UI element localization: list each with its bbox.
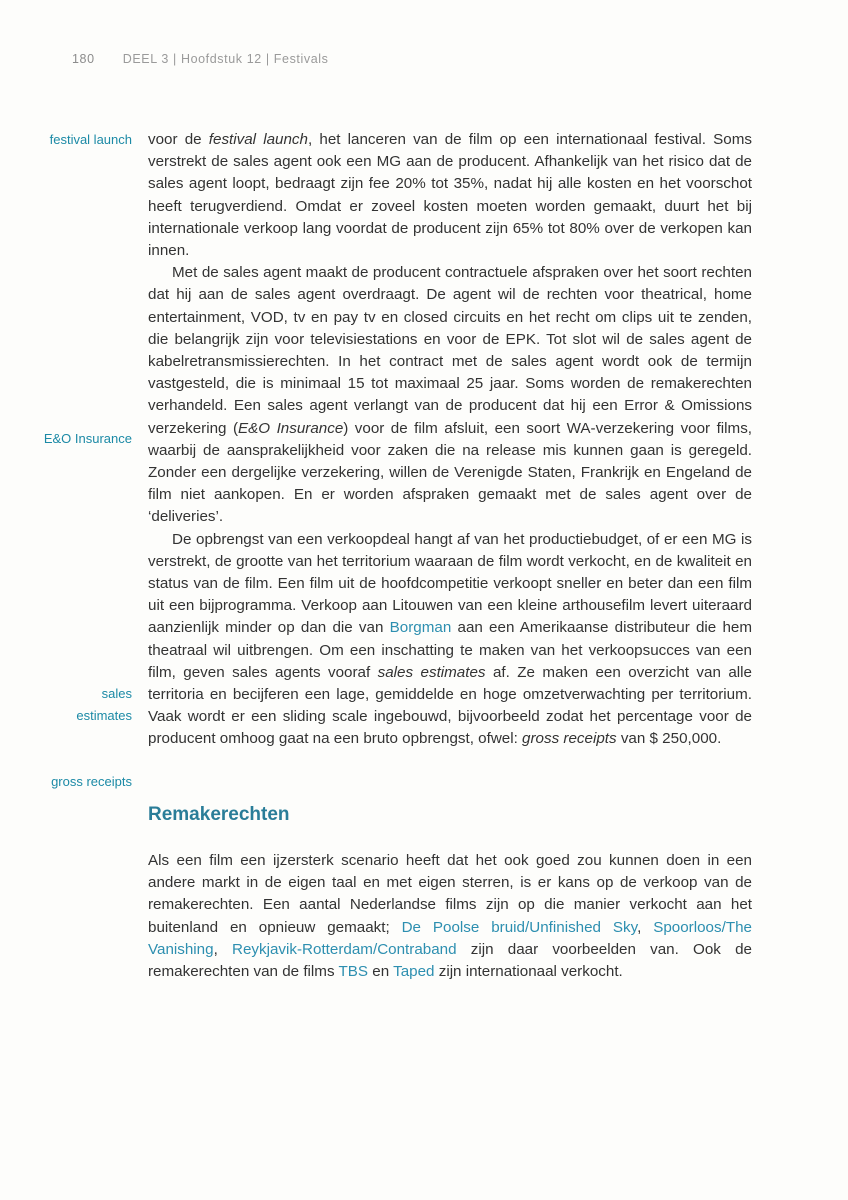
- page-number: 180: [72, 52, 95, 66]
- term-festival-launch: festival launch: [208, 131, 308, 148]
- breadcrumb: DEEL 3 | Hoofdstuk 12 | Festivals: [122, 52, 329, 66]
- term-sales-estimates: sales estimates: [377, 663, 486, 681]
- paragraph-1: voor de festival launch, het lanceren van de film op een internationaal festival. Soms verstrekt de sales agent ook een MG aan de producent. Afhankelijk van het risico dat de sales agent loopt, bedraagt zijn fee 20% tot 35%, nadat hij alle kosten en het voorschot heeft terugverdiend. Omdat er zoveel kosten moeten worden gemaakt, duurt het bij internationale verkoop lang voordat de producent zijn 65% tot 80% over de verkopen kan innen.: [148, 131, 752, 260]
- paragraph-3: De opbrengst van een verkoopdeal hangt af van het productiebudget, of er een MG is verstrekt, de grootte van het territorium waaraan de film wordt verkocht, en de kwaliteit en status van de film. Een film uit de hoofdcompetitie verkoopt sneller en beter dan een film uit een bijprogramma. Verkoop aan Litouwen van een kleine arthousefilm levert uiteraard aanzienlijk minder op dan die van Borgman aan een Amerikaanse distributeur die hem theatraal wil uitbrengen. Om een inschatting te maken van het verkoopsucces van een film, geven sales agents vooraf sales estimates af. Ze maken een overzicht van alle territoria en becijferen een lage, gemiddelde en hoge omzetverwachting per territorium. Vaak wordt er een sliding scale ingebouwd, bijvoorbeeld zodat het percentage voor de producent omhoog gaat na een bruto opbrengst, ofwel: gross receipts van $ 250,000.: [148, 530, 752, 748]
- margin-note-sales-estimates-2: estimates: [76, 708, 132, 723]
- term-gross-receipts: gross receipts: [522, 730, 617, 748]
- body-text-main: [148, 129, 752, 751]
- link-the-vanishing[interactable]: The Vanishing: [148, 918, 752, 958]
- link-borgman[interactable]: Borgman: [389, 619, 452, 637]
- paragraph-4: Als een film een ijzersterk scenario heeft dat het ook goed zou kunnen doen in een andere markt in de eigen taal en met eigen sterren, is er kans op de verkoop van de remakerechten. Een aantal Nederlandse films zijn op die manier verkocht aan het buitenland en opnieuw gemaakt; De Poolse bruid/Unfinished Sky, Spoorloos/The Vanishing, Reykjavik-Rotterdam/Contraband zijn daar voorbeelden van. Ook de remakerechten van de films TBS en Taped zijn internationaal verkocht.: [148, 852, 752, 981]
- link-de-poolse-bruid[interactable]: De Poolse bruid: [401, 918, 525, 936]
- margin-note-festival-launch: festival launch: [49, 132, 132, 147]
- link-reykjavik-rotterdam[interactable]: Reykjavik-Rotterdam: [232, 940, 373, 958]
- term-eo-insurance: E&O Insurance: [238, 419, 344, 437]
- margin-note-sales-estimates-1: sales: [101, 686, 132, 701]
- link-spoorloos[interactable]: Spoorloos: [653, 918, 722, 936]
- section-heading: Remakerechten: [148, 804, 290, 825]
- link-unfinished-sky[interactable]: Unfinished Sky: [529, 918, 638, 936]
- margin-note-eo-insurance: E&O Insurance: [43, 431, 132, 446]
- body-text-remake: [148, 850, 752, 983]
- running-header: [72, 52, 329, 66]
- link-taped[interactable]: Taped: [393, 963, 435, 981]
- link-contraband[interactable]: Contraband: [377, 940, 457, 958]
- link-tbs[interactable]: TBS: [338, 963, 369, 981]
- paragraph-2: Met de sales agent maakt de producent contractuele afspraken over het soort rechten dat hij aan de sales agent overdraagt. De agent wil de rechten voor theatrical, home entertainment, VOD, tv en pay tv en closed circuits en het recht om clips uit te zenden, die belangrijk zijn voor televisiestations en voor de EPK. Tot slot wil de sales agent de kabelretransmissierechten. In het contract met de sales agent wordt ook de termijn vastgesteld, die is minimaal 15 tot maximaal 25 jaar. Soms worden de remakerechten verhandeld. Een sales agent verlangt van de producent dat hij een Error & Omissions verzekering (E&O Insurance) voor de film afsluit, een soort WA-verzekering voor films, waarbij de aansprakelijkheid voor zaken die na release mis kunnen gaan is geregeld. Zonder een dergelijke verzekering, willen de Verenigde Staten, Frankrijk en Engeland de film niet aankopen. En er worden afspraken gemaakt met de sales agent over de ‘deliveries’.: [148, 264, 753, 526]
- margin-note-gross-receipts: gross receipts: [51, 774, 132, 789]
